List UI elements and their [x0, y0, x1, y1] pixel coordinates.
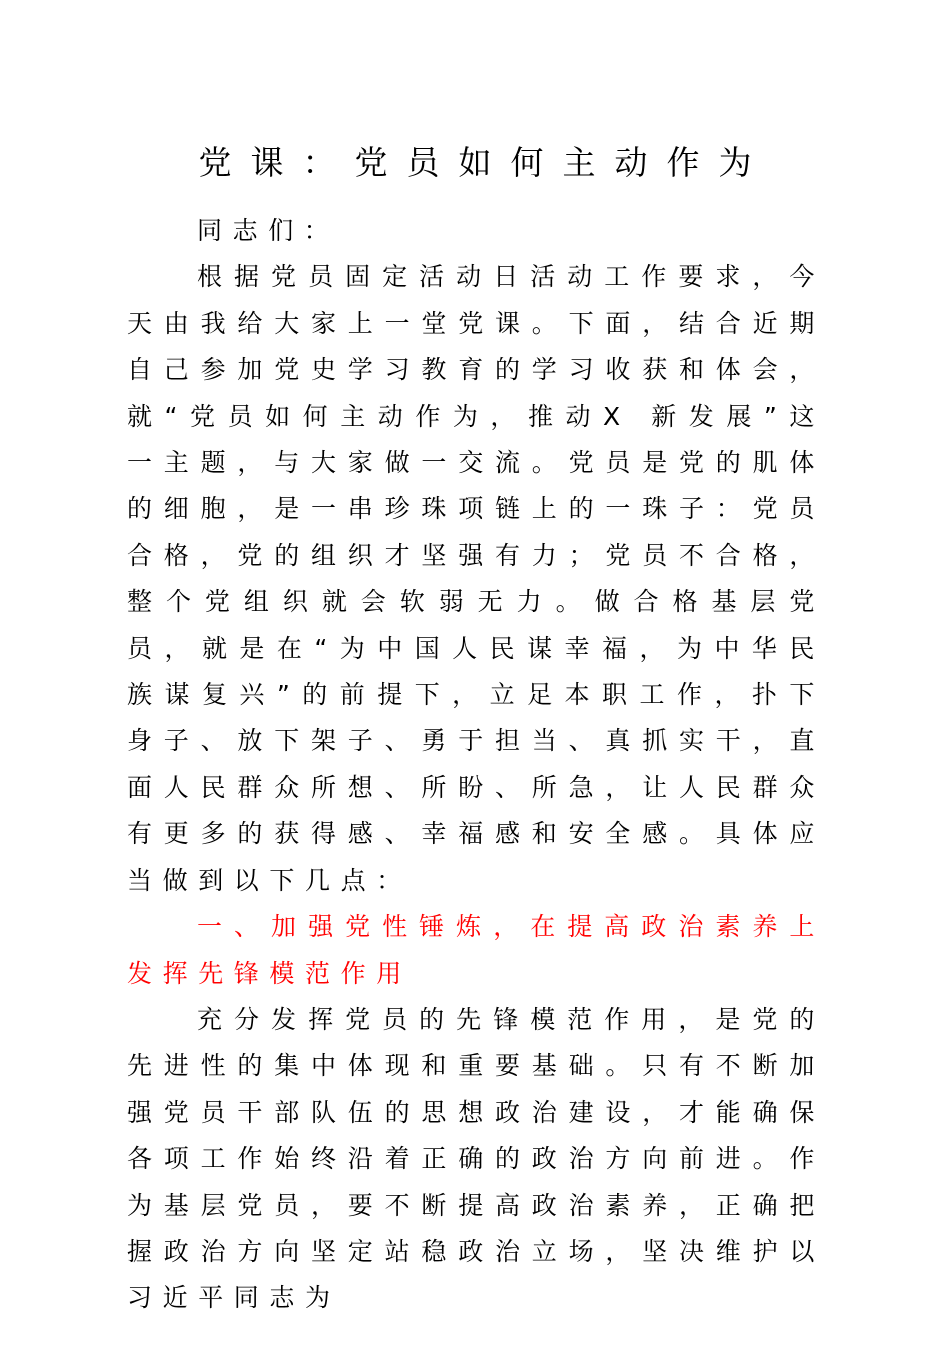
document-body: [127, 208, 825, 1322]
section-heading-1: 一、加强党性锤炼，在提高政治素养上发挥先锋模范作用: [127, 912, 825, 988]
section-1-paragraph: 充分发挥党员的先锋模范作用，是党的先进性的集中体现和重要基础。只有不断加强党员干部队伍的思想政治建设，才能确保各项工作始终沿着正确的政治方向前进。作为基层党员，要不断提高政治素养，正确把握政治方向坚定站稳政治立场，坚决维护以习近平同志为: [127, 1004, 825, 1313]
document-title: 党课：党员如何主动作为: [198, 143, 771, 182]
intro-paragraph: 根据党员固定活动日活动工作要求，今天由我给大家上一堂党课。下面，结合近期自己参加党史学习教育的学习收获和体会，就“党员如何主动作为，推动X 新发展”这一主题，与大家做一交流。党员是党的肌体的细胞，是一串珍珠项链上的一珠子：党员合格，党的组织才坚强有力；党员不合格，整个党组织就会软弱无力。做合格基层党员，就是在“为中国人民谋幸福，为中华民族谋复兴”的前提下，立足本职工作，扑下身子、放下架子、勇于担当、真抓实干，直面人民群众所想、所盼、所急，让人民群众有更多的获得感、幸福感和安全感。具体应当做到以下几点：: [127, 262, 825, 895]
salutation: 同志们：: [197, 216, 340, 245]
